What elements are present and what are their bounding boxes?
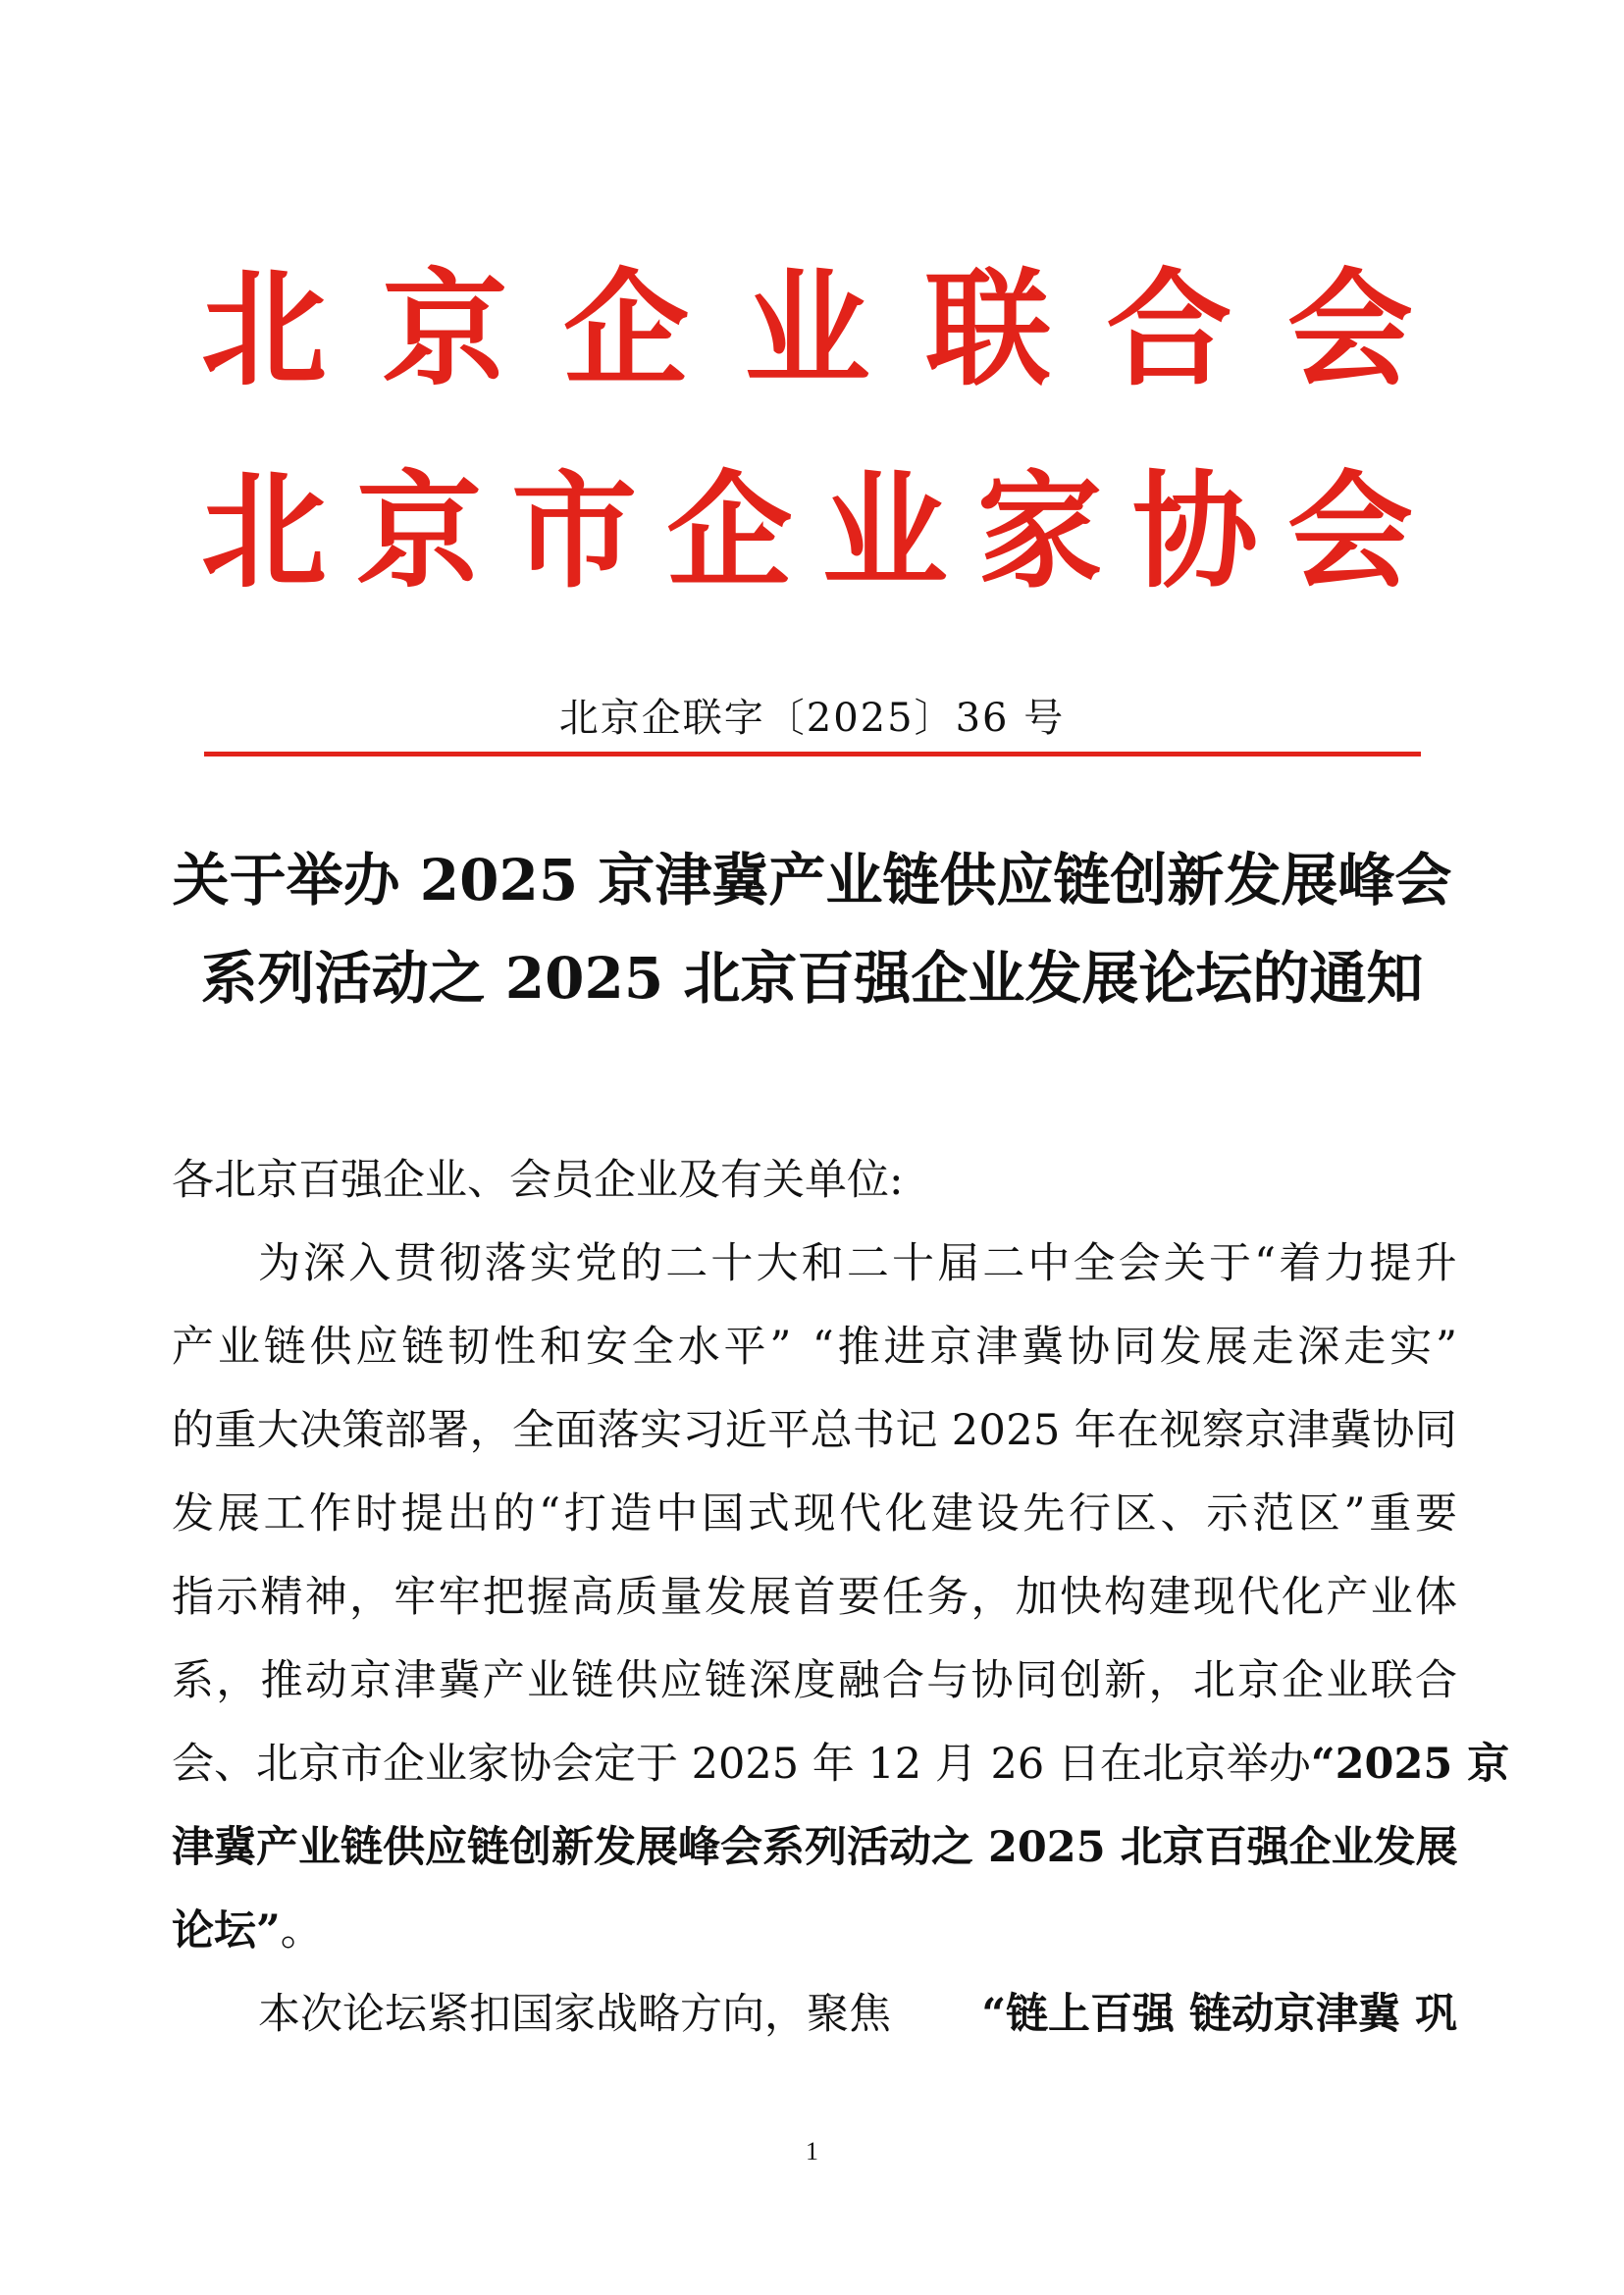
masthead-char: 北	[201, 256, 328, 403]
paragraph-1-line-7-text: 会、北京市企业家协会定于 2025 年 12 月 26 日在北京举办	[172, 1740, 1311, 1789]
page-number: 1	[806, 2137, 818, 2165]
masthead-char: 联	[924, 256, 1051, 403]
masthead-char: 家	[976, 458, 1103, 605]
paragraph-1-line: 发 展 工 作 时 提 出 的 “ 打 造 中 国 式 现 代 化 建 设 先 行 区 、 示 范 区 ” 重 要	[172, 1489, 1457, 1539]
paragraph-2-lead: 本次论坛紧扣国家战略方向，聚焦	[258, 1990, 891, 2039]
masthead-char: 业	[821, 458, 948, 605]
notice-title-line-2: 系列活动之 2025 北京百强企业发展论坛的通知	[200, 945, 1424, 1012]
masthead-char: 企	[562, 256, 689, 403]
masthead-char: 协	[1131, 458, 1258, 605]
masthead-char: 市	[511, 458, 638, 605]
masthead-char: 会	[1286, 458, 1413, 605]
paragraph-1-line: 为 深 入 贯 彻 落 实 党 的 二 十 大 和 二 十 届 二 中 全 会 关 于 “ 着 力 提 升	[258, 1239, 1457, 1288]
paragraph-1-line: 系 ， 推 动 京 津 冀 产 业 链 供 应 链 深 度 融 合 与 协 同 创 新 ， 北 京 企 业 联 合	[172, 1656, 1457, 1705]
document-number: 北京企联字〔2025〕36 号	[558, 696, 1066, 741]
paragraph-1-line: 产 业 链 供 应 链 韧 性 和 安 全 水 平 ” “ 推 进 京 津 冀 协 同 发 展 走 深 走 实 ”	[172, 1323, 1457, 1372]
paragraph-1-line: 的 重 大 决 策 部 署 ， 全 面 落 实 习 近 平 总 书 记 2 0 2 5 年 在 视 察 京 津 冀 协 同	[172, 1406, 1457, 1455]
masthead-char: 会	[1286, 256, 1413, 403]
masthead-char: 业	[744, 256, 870, 403]
notice-body	[172, 0, 1510, 2295]
paragraph-1-line-8-bold: 津冀产业链供应链创新发展峰会系列活动之 2025 北京百强企业发展	[172, 1823, 1458, 1872]
paragraph-1-line-7	[172, 1740, 1510, 1789]
paragraph-1-line-9-tail: 。	[280, 1906, 323, 1956]
masthead-char: 企	[666, 458, 793, 605]
salutation: 各北京百强企业、会员企业及有关单位:	[172, 1156, 904, 1205]
paragraph-1-line-9-bold: 论坛”	[172, 1906, 281, 1956]
paragraph-2-bold: “链上百强 链动京津冀 巩	[981, 1990, 1457, 2039]
masthead-char: 京	[382, 256, 508, 403]
masthead-char: 北	[201, 458, 328, 605]
paragraph-1-line-7-bold: “2025 京	[1310, 1740, 1510, 1789]
paragraph-1-line: 指 示 精 神 ， 牢 牢 把 握 高 质 量 发 展 首 要 任 务 ， 加 快 构 建 现 代 化 产 业 体	[172, 1573, 1457, 1622]
paragraph-2-line-1	[258, 1990, 1457, 2039]
masthead-char: 京	[356, 458, 483, 605]
notice-title-line-1: 关于举办 2025 京津冀产业链供应链创新发展峰会	[172, 847, 1452, 913]
masthead-char: 合	[1106, 256, 1232, 403]
paragraph-1-line-9	[172, 1906, 1457, 1956]
